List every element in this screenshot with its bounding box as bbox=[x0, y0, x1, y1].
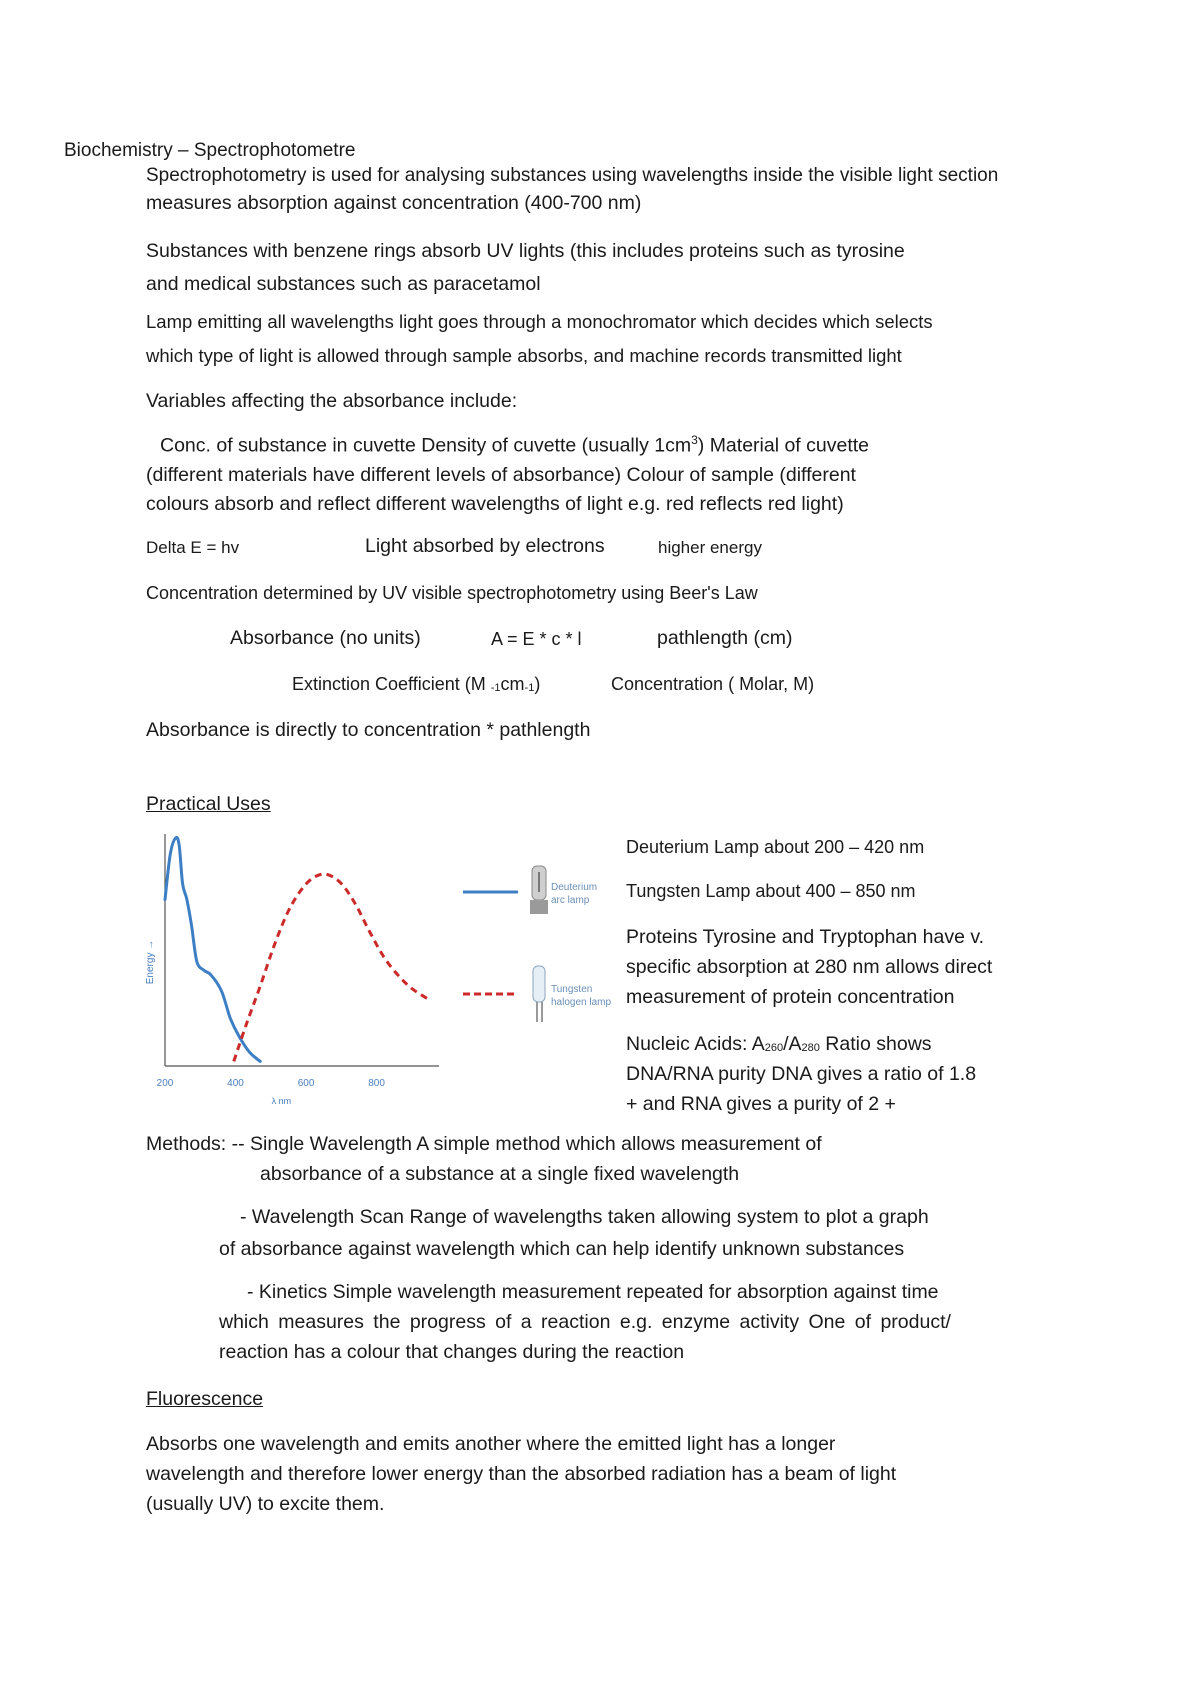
x-tick-label-600: 600 bbox=[297, 1078, 315, 1089]
methods-label: Methods: bbox=[146, 1133, 227, 1155]
extinction-mid: cm bbox=[500, 674, 525, 694]
nucleic-sub-280: 280 bbox=[801, 1042, 820, 1054]
fluorescence-heading: Fluorescence bbox=[146, 1388, 264, 1410]
variables-line-2: (different materials have different levels of absorbance) Colour of sample (different bbox=[146, 464, 856, 486]
nucleic-sub-260: 260 bbox=[764, 1042, 784, 1054]
lamp-line-2: which type of light is allowed through sample absorbs, and machine records transmitted light bbox=[146, 345, 902, 366]
delta-e-equation: Delta E = hv bbox=[146, 538, 240, 557]
extinction-exp-1: -1 bbox=[490, 682, 501, 694]
deuterium-lamp-range: Deuterium Lamp about 200 – 420 nm bbox=[626, 837, 925, 857]
y-axis-label: Energy → bbox=[145, 939, 156, 985]
tungsten-lamp-range: Tungsten Lamp about 400 – 850 nm bbox=[626, 881, 916, 901]
beer-law-statement: Concentration determined by UV visible spectrophotometry using Beer's Law bbox=[146, 583, 758, 603]
methods-single-line-2: absorbance of a substance at a single fixed wavelength bbox=[260, 1163, 740, 1185]
x-tick-label-400: 400 bbox=[227, 1078, 244, 1089]
legend-label-0-line-2: arc lamp bbox=[551, 895, 590, 906]
legend-label-1-line-1: Tungsten bbox=[551, 984, 593, 995]
nucleic-slash: /A bbox=[783, 1033, 802, 1055]
methods-single-line-1 bbox=[146, 1132, 822, 1157]
higher-energy-text: higher energy bbox=[658, 538, 762, 557]
nucleic-acids-line-1 bbox=[626, 1032, 932, 1057]
fluorescence-line-2: wavelength and therefore lower energy than the absorbed radiation has a beam of light bbox=[146, 1463, 897, 1485]
series-line-tungsten bbox=[234, 874, 430, 1061]
x-axis-label: λ nm bbox=[271, 1096, 292, 1106]
nucleic-acids-line-3: + and RNA gives a purity of 2 + bbox=[626, 1093, 896, 1115]
tungsten-lamp-icon bbox=[533, 966, 545, 1002]
intro-line-2: measures absorption against concentration (400-700 nm) bbox=[146, 192, 642, 214]
nucleic-pre: Nucleic Acids: A bbox=[626, 1033, 765, 1055]
legend-label-0-line-1: Deuterium bbox=[551, 882, 598, 893]
legend-label-1-line-2: halogen lamp bbox=[551, 997, 612, 1008]
plot-area bbox=[145, 834, 439, 1106]
deuterium-lamp-base-icon bbox=[530, 900, 548, 914]
variables-line-1-post: ) Material of cuvette bbox=[697, 434, 870, 457]
extinction-post: ) bbox=[534, 674, 541, 694]
extinction-pre: Extinction Coefficient (M bbox=[292, 674, 486, 694]
nucleic-post: Ratio shows bbox=[819, 1033, 932, 1055]
x-tick-label-800: 800 bbox=[368, 1078, 385, 1089]
variables-heading: Variables affecting the absorbance include: bbox=[146, 390, 518, 412]
methods-single-text: -- Single Wavelength A simple method which allows measurement of bbox=[226, 1133, 822, 1155]
lamp-line-1: Lamp emitting all wavelengths light goes through a monochromator which decides which selects bbox=[146, 311, 933, 332]
beer-law-equation: A = E * c * l bbox=[491, 629, 582, 649]
lamp-spectrum-chart bbox=[143, 830, 613, 1115]
methods-kinetics-line-1: - Kinetics Simple wavelength measurement repeated for absorption against time bbox=[247, 1281, 939, 1303]
concentration-label: Concentration ( Molar, M) bbox=[611, 674, 815, 694]
document-title: Biochemistry – Spectrophotometre bbox=[64, 140, 356, 161]
light-absorbed-text: Light absorbed by electrons bbox=[365, 535, 605, 557]
cubic-superscript: 3 bbox=[691, 433, 698, 447]
fluorescence-line-3: (usually UV) to excite them. bbox=[146, 1493, 385, 1515]
methods-scan-line-1: - Wavelength Scan Range of wavelengths taken allowing system to plot a graph bbox=[240, 1206, 929, 1228]
chart-legend bbox=[463, 866, 611, 1022]
proteins-line-3: measurement of protein concentration bbox=[626, 986, 955, 1008]
series-line-deuterium bbox=[165, 837, 260, 1061]
methods-scan-line-2: of absorbance against wavelength which can help identify unknown substances bbox=[219, 1238, 905, 1260]
methods-kinetics-line-2: which measures the progress of a reaction e.g. enzyme activity One of product/ bbox=[219, 1311, 951, 1333]
nucleic-acids-line-2: DNA/RNA purity DNA gives a ratio of 1.8 bbox=[626, 1063, 977, 1085]
extinction-exp-2: -1 bbox=[524, 682, 535, 694]
fluorescence-line-1: Absorbs one wavelength and emits another where the emitted light has a longer bbox=[146, 1433, 836, 1455]
variables-line-3: colours absorb and reflect different wavelengths of light e.g. red reflects red light) bbox=[146, 493, 844, 515]
proteins-line-2: specific absorption at 280 nm allows direct bbox=[626, 956, 993, 978]
intro-line-1: Spectrophotometry is used for analysing substances using wavelengths inside the visible light section bbox=[146, 165, 999, 186]
absorbance-direct-statement: Absorbance is directly to concentration * pathlength bbox=[146, 719, 591, 741]
methods-kinetics-line-3: reaction has a colour that changes during the reaction bbox=[219, 1341, 685, 1363]
extinction-coefficient-label bbox=[292, 673, 540, 696]
absorbance-label: Absorbance (no units) bbox=[230, 627, 421, 649]
benzene-line-2: and medical substances such as paracetamol bbox=[146, 273, 541, 295]
variables-line-1 bbox=[160, 433, 869, 459]
benzene-line-1: Substances with benzene rings absorb UV lights (this includes proteins such as tyrosine bbox=[146, 240, 905, 262]
proteins-line-1: Proteins Tyrosine and Tryptophan have v. bbox=[626, 926, 985, 948]
variables-line-1-pre: Conc. of substance in cuvette Density of cuvette (usually 1cm bbox=[160, 434, 692, 457]
pathlength-label: pathlength (cm) bbox=[657, 627, 793, 649]
practical-uses-heading: Practical Uses bbox=[146, 793, 271, 815]
x-tick-label-200: 200 bbox=[156, 1078, 174, 1089]
